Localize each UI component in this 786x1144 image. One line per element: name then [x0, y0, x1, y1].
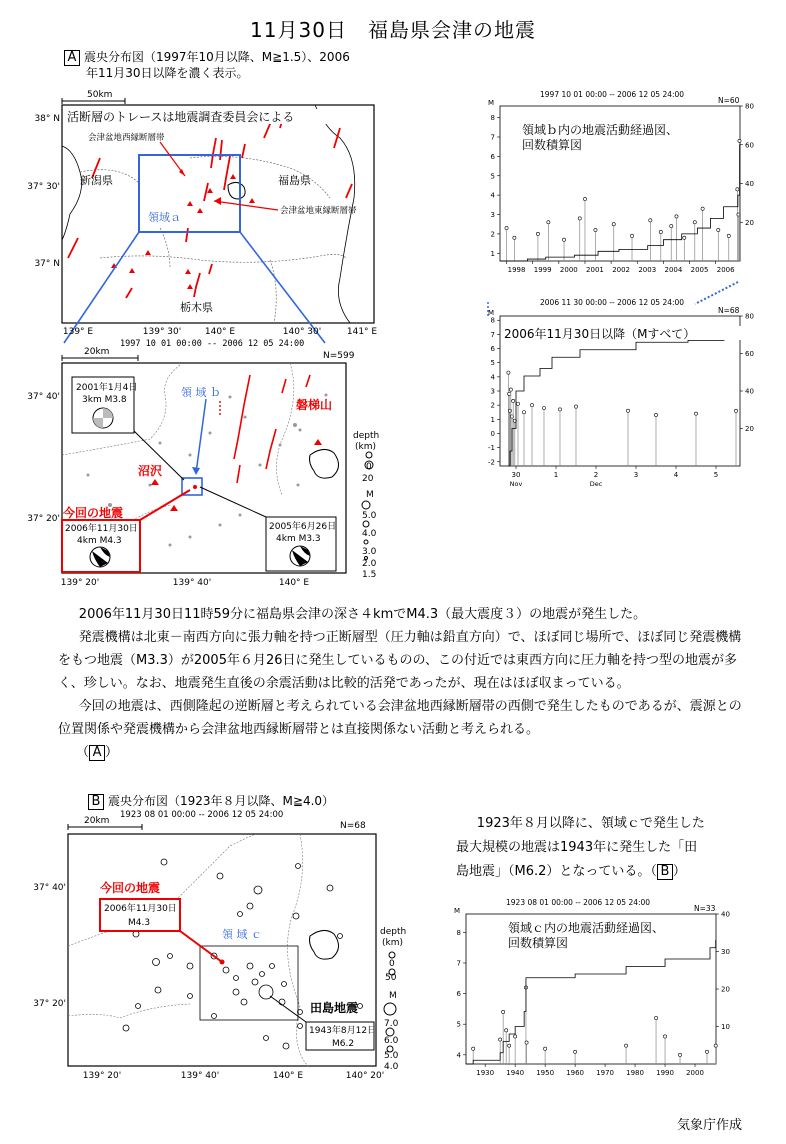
activity-chart-region-b	[470, 88, 776, 293]
scale-label: 50km	[87, 90, 113, 100]
y-tick-label: 6	[456, 990, 461, 999]
y-tick-label: 0	[490, 429, 495, 438]
chart-header: 2006 11 30 00:00 -- 2006 12 05 24:00	[540, 298, 685, 307]
x-tick-label: 1960	[566, 1069, 585, 1077]
y-tick-label: 3	[490, 387, 495, 396]
chart-header: 1997 10 01 00:00 -- 2006 12 05 24:00	[540, 90, 685, 99]
svg-text:4km M3.3: 4km M3.3	[276, 534, 321, 544]
x-tick-label: 2000	[686, 1069, 704, 1077]
x-tick-label: 2006	[716, 266, 735, 274]
magnitude-point	[507, 371, 510, 374]
svg-text:2006年11月30日: 2006年11月30日	[65, 524, 138, 534]
svg-text:140° E: 140° E	[204, 327, 236, 337]
magnitude-point	[499, 1038, 502, 1041]
magnitude-point	[509, 388, 512, 391]
zoom-connector	[480, 280, 740, 320]
svg-text:0: 0	[366, 462, 372, 472]
magnitude-point	[516, 402, 519, 405]
x-tick-label: 2	[593, 471, 599, 479]
svg-text:3km M3.8: 3km M3.8	[82, 395, 127, 405]
magnitude-point	[705, 1050, 708, 1053]
magnitude-point	[738, 139, 741, 142]
svg-text:2006年11月30日: 2006年11月30日	[104, 904, 177, 914]
y-right-tick-label: 80	[745, 102, 754, 111]
y-right-tick-label: 60	[745, 141, 754, 150]
chart-label: 領域ｂ内の地震活動経過図、	[522, 123, 679, 137]
y-tick-label: 4	[456, 1051, 461, 1060]
magnitude-point	[513, 236, 516, 239]
x-tick-label: 4	[673, 471, 679, 479]
magnitude-point	[659, 230, 662, 233]
magnitude-point	[542, 406, 545, 409]
detail-map	[27, 335, 400, 588]
magnitude-point	[574, 405, 577, 408]
x-tick-label: 2005	[690, 266, 709, 274]
magnitude-point	[505, 226, 508, 229]
svg-text:140° 20': 140° 20'	[345, 1071, 385, 1081]
svg-text:139° 40': 139° 40'	[180, 1071, 220, 1081]
magnitude-point	[612, 223, 615, 226]
magnitude-point	[683, 236, 686, 239]
section-b-label: B	[88, 794, 104, 810]
x-tick-label: 1998	[507, 266, 526, 274]
svg-text:6.0: 6.0	[384, 1036, 399, 1046]
magnitude-point	[505, 1029, 508, 1032]
svg-text:7.0: 7.0	[384, 1019, 399, 1029]
tochigi-label: 栃木県	[180, 301, 213, 314]
chart-count: N=33	[694, 904, 716, 913]
magnitude-point	[544, 1047, 547, 1050]
detail-header: 1997 10 01 00:00 -- 2006 12 05 24:00	[120, 339, 305, 349]
region-b-label: 領 域 ｂ	[181, 386, 221, 399]
svg-text:50: 50	[385, 973, 397, 983]
magnitude-point	[630, 234, 633, 237]
magnitude-point	[654, 1016, 657, 1019]
svg-text:20km: 20km	[84, 347, 110, 357]
paragraph-2: 発震機構は北東－南西方向に張力軸を持つ正断層型（圧力軸は鉛直方向）で、ほぼ同じ場所で、ほぼ同じ発震機構をもつ地震（M3.3）が2005年６月26日に発生しているものの、この付近では東西方向に圧力軸を持つ型の地震が多く、珍しい。なお、地震発生直後の余震活動は比較的活発であったが、現在はほぼ収まっている。	[58, 630, 742, 691]
y-tick-label: 8	[490, 114, 495, 123]
x-tick-label: 5	[713, 471, 719, 479]
activity-chart-since-nov30	[470, 296, 776, 496]
magnitude-point	[626, 409, 629, 412]
region-a-label: 領域ａ	[148, 211, 181, 224]
x-tick-label: 2004	[664, 266, 683, 274]
magnitude-point	[701, 207, 704, 210]
x-tick-label: 1950	[536, 1069, 555, 1077]
magnitude-point	[594, 228, 597, 231]
y-tick-label: 7	[490, 330, 495, 339]
magnitude-point	[678, 1053, 681, 1056]
x-tick-label: 30	[511, 471, 521, 479]
y-tick-label: 6	[490, 152, 495, 161]
y-tick-label: 6	[490, 345, 495, 354]
historical-current-label: 今回の地震	[100, 881, 161, 895]
y-tick-label: 7	[490, 133, 495, 142]
footer-credit: 気象庁作成	[677, 1118, 743, 1133]
y-right-tick-label: 20	[745, 425, 754, 433]
y-tick-label: 1	[490, 415, 495, 424]
y-tick-label: 5	[490, 359, 495, 368]
svg-text:139° 30': 139° 30'	[142, 327, 182, 337]
y-tick-label: 2	[490, 401, 495, 410]
magnitude-point	[675, 215, 678, 218]
svg-text:37° 20': 37° 20'	[27, 514, 60, 524]
y-right-tick-label: 20	[745, 218, 754, 227]
svg-text:139° 40': 139° 40'	[172, 578, 212, 588]
magnitude-point	[536, 232, 539, 235]
magnitude-point	[514, 1035, 517, 1038]
y-tick-label: 8	[456, 928, 461, 937]
y-right-tick-label: 80	[745, 312, 754, 321]
magnitude-point	[736, 188, 739, 191]
magnitude-point	[727, 234, 730, 237]
region-c-label: 領 域 ｃ	[222, 928, 262, 941]
svg-text:depth: depth	[353, 431, 380, 441]
magnitude-point	[694, 412, 697, 415]
current-eq-label: 今回の地震	[63, 506, 124, 520]
x-tick-label: 1990	[656, 1069, 674, 1077]
svg-text:37° 40': 37° 40'	[33, 883, 66, 893]
svg-text:140° E: 140° E	[272, 1071, 304, 1081]
magnitude-point	[583, 197, 586, 200]
y-tick-label: 7	[456, 959, 461, 968]
y-right-tick-label: 40	[745, 180, 754, 188]
y-tick-label: 3	[490, 211, 495, 219]
svg-text:2.0: 2.0	[362, 559, 377, 569]
focal-mechanism-icon	[90, 547, 110, 567]
tajima-label: 田島地震	[310, 1001, 359, 1015]
svg-text:(km): (km)	[382, 938, 404, 948]
y-tick-label: 1	[490, 249, 495, 258]
svg-text:M: M	[366, 490, 374, 500]
x-sub-label: Dec	[589, 480, 603, 488]
legend-depth-shallow	[366, 452, 372, 458]
trace-note: 活断層のトレースは地震調査委員会による	[67, 110, 295, 124]
magnitude-point	[574, 1050, 577, 1053]
magnitude-point	[530, 404, 533, 407]
fukushima-label: 福島県	[278, 174, 311, 187]
y-right-tick-label: 10	[721, 1023, 730, 1031]
historical-map	[33, 806, 407, 1084]
focal-mechanism-icon	[290, 546, 310, 566]
magnitude-point	[663, 1035, 666, 1038]
detail-count: N=599	[323, 351, 355, 361]
magnitude-point	[472, 1047, 475, 1050]
y-tick-label: 4	[490, 191, 495, 200]
x-tick-label: 2001	[586, 266, 604, 274]
focal-mechanism-icon	[93, 408, 113, 428]
y-right-tick-label: 20	[721, 985, 730, 994]
ref-a: A	[89, 745, 105, 761]
fault-west-label: 会津盆地西縁断層帯	[88, 133, 165, 143]
fault-east-label: 会津盆地東縁断層帯	[280, 206, 357, 216]
svg-text:(km): (km)	[355, 442, 377, 452]
svg-text:139° 20': 139° 20'	[82, 1071, 122, 1081]
svg-text:N=68: N=68	[340, 821, 366, 831]
svg-text:20: 20	[362, 474, 374, 484]
svg-text:37° N: 37° N	[34, 259, 60, 269]
chart-label: 領域ｃ内の地震活動経過図、	[508, 921, 665, 935]
overview-map	[27, 88, 400, 343]
chart-count: N=60	[718, 96, 740, 105]
y-axis-label: M	[488, 99, 495, 107]
x-sub-label: Nov	[509, 480, 523, 488]
magnitude-point	[522, 411, 525, 414]
svg-text:2001年1月4日: 2001年1月4日	[76, 383, 138, 393]
y-axis-label: M	[488, 309, 495, 317]
x-tick-label: 3	[633, 471, 639, 479]
svg-text:37° 20': 37° 20'	[33, 999, 66, 1009]
y-right-tick-label: 30	[721, 948, 730, 956]
section-b-text: 1923年８月以降に、領域ｃで発生した 最大規模の地震は1943年に発生した「田 島地震」（M6.2）となっている。（ B ）	[456, 816, 705, 879]
svg-text:M4.3: M4.3	[128, 918, 151, 928]
magnitude-point	[508, 392, 511, 395]
magnitude-point	[578, 217, 581, 220]
magnitude-point	[508, 1044, 511, 1047]
activity-chart-region-c	[436, 896, 756, 1086]
section-a-caption: A 震央分布図（1997年10月以降、M≧1.5）、2006 年11月30日以降を濃く表示。	[64, 50, 350, 81]
section-b-caption: B 震央分布図（1923年８月以降、M≧4.0）	[88, 792, 334, 810]
bandai-label: 磐梯山	[296, 398, 333, 412]
svg-text:37° 30': 37° 30'	[27, 182, 60, 192]
svg-text:141° E: 141° E	[346, 327, 378, 337]
chart-label: 2006年11月30日以降（Mすべて）	[504, 327, 696, 341]
historical-header: 1923 08 01 00:00 -- 2006 12 05 24:00	[120, 810, 284, 820]
svg-text:37° 40': 37° 40'	[27, 392, 60, 402]
chart-count: N=68	[718, 306, 740, 315]
chart-header: 1923 08 01 00:00 -- 2006 12 05 24:00	[506, 898, 651, 907]
y-right-tick-label: 60	[745, 350, 754, 358]
svg-text:4.0: 4.0	[384, 1062, 399, 1072]
paragraph-3: 今回の地震は、西側隆起の逆断層と考えられている会津盆地西縁断層帯の西側で発生したものであるが、震源との位置関係や発震機構から会津盆地西縁断層帯とは直接関係ない活動と考えられる。	[58, 699, 742, 737]
magnitude-point	[512, 399, 515, 402]
x-tick-label: 2003	[638, 266, 657, 274]
ref-b: B	[657, 864, 673, 880]
y-tick-label: -1	[488, 444, 495, 453]
svg-text:4km M4.3: 4km M4.3	[77, 536, 122, 546]
svg-text:M: M	[389, 991, 397, 1001]
svg-text:0: 0	[389, 959, 395, 969]
y-right-tick-label: 40	[745, 387, 754, 396]
y-axis-label: M	[454, 907, 461, 915]
magnitude-point	[717, 228, 720, 231]
magnitude-point	[502, 1010, 505, 1013]
magnitude-point	[714, 1044, 717, 1047]
y-tick-label: 5	[490, 172, 495, 181]
magnitude-point	[562, 238, 565, 241]
y-right-tick-label: 40	[721, 910, 730, 919]
x-tick-label: 1970	[596, 1069, 615, 1077]
svg-text:M6.2: M6.2	[332, 1039, 355, 1049]
x-tick-label: 1930	[476, 1069, 495, 1077]
chart-label: 回数積算図	[522, 138, 583, 152]
svg-text:1943年8月12日: 1943年8月12日	[309, 1026, 377, 1036]
x-tick-label: 1	[553, 471, 559, 479]
page-title: 11月30日 福島県会津の地震	[250, 18, 536, 42]
y-tick-label: 2	[490, 230, 495, 239]
svg-text:1.5: 1.5	[362, 570, 377, 580]
magnitude-point	[670, 225, 673, 228]
section-a-label: A	[64, 50, 80, 66]
magnitude-point	[693, 221, 696, 224]
x-tick-label: 1999	[533, 266, 552, 274]
magnitude-point	[624, 1044, 627, 1047]
niigata-label: 新潟県	[80, 174, 113, 187]
body-text: 2006年11月30日11時59分に福島県会津の深さ４kmでM4.3（最大震度３）の地震が発生した。 発震機構は北東－南西方向に張力軸を持つ正断層型（圧力軸は鉛直方向）で、ほぼ同じ場所で、ほぼ同じ発震機構をもつ地震（M3.3）が2005年６月26日に発生しているものの、この付近では東西方向に圧力軸を持つ型の地震が多く、珍しい。なお、地震発生直後の余震活動は比較的活発であったが、現在はほぼ収まっている。 今回の地震は、西側隆起の逆断層と考えられている会津盆地西縁断層帯の西側で発生したものであるが、震源との位置関係や発震機構から会津盆地西縁断層帯とは直接関係ない活動と考えられる。 （ A ）	[58, 603, 748, 764]
y-tick-label: 4	[490, 373, 495, 382]
svg-text:20km: 20km	[84, 816, 110, 826]
x-tick-label: 2000	[559, 266, 578, 274]
svg-text:140° 30': 140° 30'	[282, 327, 322, 337]
magnitude-point	[558, 408, 561, 411]
numazawa-label: 沼沢	[138, 464, 163, 478]
x-tick-label: 1980	[626, 1069, 644, 1077]
y-tick-label: 5	[456, 1020, 461, 1029]
y-tick-label: 8	[490, 316, 495, 325]
x-tick-label: 1940	[506, 1069, 525, 1077]
magnitude-point	[654, 413, 657, 416]
magnitude-point	[734, 409, 737, 412]
svg-text:139° 20': 139° 20'	[60, 578, 100, 588]
magnitude-point	[547, 221, 550, 224]
svg-text:5.0: 5.0	[384, 1051, 399, 1061]
magnitude-point	[649, 219, 652, 222]
svg-text:4.0: 4.0	[362, 529, 377, 539]
svg-text:140° E: 140° E	[278, 578, 310, 588]
svg-text:139° E: 139° E	[62, 327, 94, 337]
svg-text:depth: depth	[380, 927, 407, 937]
svg-text:3.0: 3.0	[362, 547, 377, 557]
svg-text:5.0: 5.0	[362, 511, 377, 521]
magnitude-point	[525, 1041, 528, 1044]
x-tick-label: 2002	[612, 266, 631, 274]
y-tick-label: -2	[488, 458, 495, 467]
svg-text:2005年6月26日: 2005年6月26日	[269, 522, 337, 532]
chart-label: 回数積算図	[508, 936, 569, 950]
paragraph-1: 2006年11月30日11時59分に福島県会津の深さ４kmでM4.3（最大震度３）の地震が発生した。	[78, 607, 647, 622]
svg-text:38° N: 38° N	[34, 114, 60, 124]
